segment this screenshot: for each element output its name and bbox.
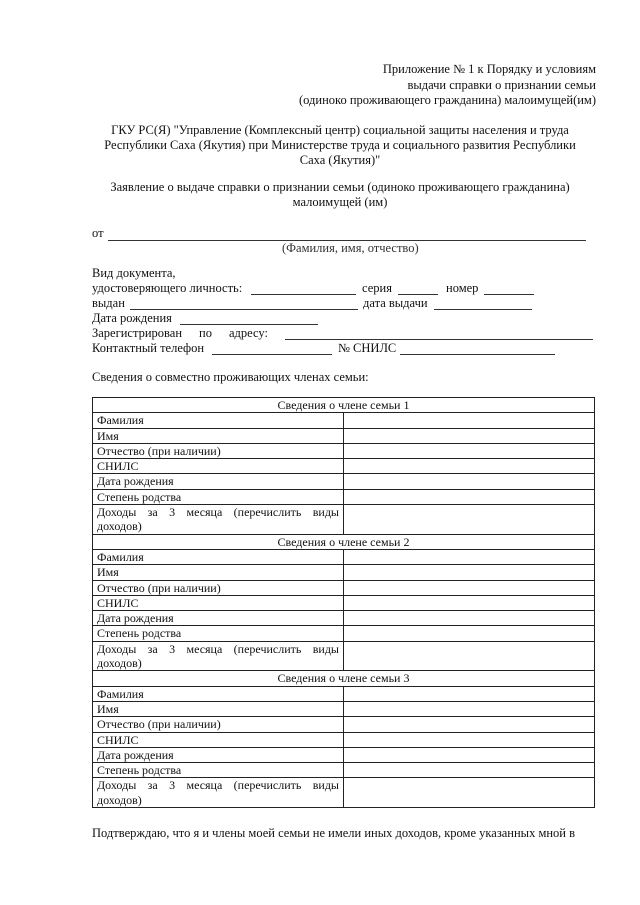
- family-members-table: [92, 397, 595, 808]
- field-label: Фамилия: [93, 686, 344, 701]
- table-row: [93, 747, 595, 762]
- table-row: [93, 580, 595, 595]
- table-row: [93, 732, 595, 747]
- table-row: [93, 763, 595, 778]
- table-row: [93, 565, 595, 580]
- field-value-cell[interactable]: [344, 717, 595, 732]
- issue-date-field[interactable]: [434, 309, 532, 310]
- birth-date-label: Дата рождения: [92, 311, 172, 325]
- member-header-row: [93, 671, 595, 686]
- field-label: СНИЛС: [93, 732, 344, 747]
- document-title: [80, 180, 600, 210]
- table-row: [93, 778, 595, 808]
- table-row: [93, 459, 595, 474]
- field-value-cell[interactable]: [344, 549, 595, 564]
- field-label: Имя: [93, 701, 344, 716]
- field-value-cell[interactable]: [344, 580, 595, 595]
- organization-name: [60, 123, 620, 168]
- field-value-cell[interactable]: [344, 732, 595, 747]
- member-header-row: [93, 398, 595, 413]
- appendix-line-2: выдачи справки о признании семьи: [407, 77, 596, 92]
- field-label: Доходы за 3 месяца (перечислить виды доходов): [93, 505, 344, 535]
- field-value-cell[interactable]: [344, 626, 595, 641]
- field-label: Отчество (при наличии): [93, 580, 344, 595]
- field-value-cell[interactable]: [344, 701, 595, 716]
- field-value-cell[interactable]: [344, 763, 595, 778]
- confirmation-text: Подтверждаю, что я и члены моей семьи не имели иных доходов, кроме указанных мной в: [92, 826, 576, 840]
- field-value-cell[interactable]: [344, 505, 595, 535]
- table-row: [93, 641, 595, 671]
- number-label: номер: [446, 281, 479, 295]
- table-row: [93, 413, 595, 428]
- field-label: Дата рождения: [93, 474, 344, 489]
- table-row: [93, 443, 595, 458]
- field-value-cell[interactable]: [344, 489, 595, 504]
- table-row: [93, 505, 595, 535]
- doc-type-label-1: Вид документа,: [92, 266, 176, 280]
- field-label: Степень родства: [93, 763, 344, 778]
- member-header: Сведения о члене семьи 2: [93, 534, 595, 549]
- registered-by-label: по: [199, 326, 212, 340]
- field-label: Степень родства: [93, 626, 344, 641]
- registered-address-label: адресу:: [229, 326, 268, 340]
- registered-label: Зарегистрирован: [92, 326, 183, 340]
- issued-by-label: выдан: [92, 296, 125, 310]
- field-label: Отчество (при наличии): [93, 717, 344, 732]
- table-row: [93, 701, 595, 716]
- field-label: Доходы за 3 месяца (перечислить виды доходов): [93, 778, 344, 808]
- field-label: Имя: [93, 565, 344, 580]
- organization-line-1: ГКУ РС(Я) "Управление (Комплексный центр) социальной защиты населения и труда: [111, 123, 569, 137]
- field-value-cell[interactable]: [344, 413, 595, 428]
- address-field[interactable]: [285, 339, 593, 340]
- field-value-cell[interactable]: [344, 443, 595, 458]
- field-value-cell[interactable]: [344, 611, 595, 626]
- organization-line-2: Республики Саха (Якутия) при Министерстве труда и социального развития Республики: [104, 138, 576, 152]
- field-value-cell[interactable]: [344, 778, 595, 808]
- field-label: Фамилия: [93, 413, 344, 428]
- table-row: [93, 474, 595, 489]
- issued-by-field[interactable]: [130, 309, 358, 310]
- snils-label: № СНИЛС: [338, 341, 397, 355]
- title-line-1: Заявление о выдаче справки о признании семьи (одиноко проживающего гражданина): [110, 180, 570, 194]
- field-value-cell[interactable]: [344, 595, 595, 610]
- member-header-row: [93, 534, 595, 549]
- birth-date-field[interactable]: [180, 324, 318, 325]
- doc-type-field[interactable]: [251, 294, 356, 295]
- field-value-cell[interactable]: [344, 428, 595, 443]
- appendix-note: [299, 62, 596, 109]
- field-label: Степень родства: [93, 489, 344, 504]
- field-value-cell[interactable]: [344, 686, 595, 701]
- appendix-line-3: (одиноко проживающего гражданина) малоимущей(им): [298, 93, 596, 107]
- table-row: [93, 626, 595, 641]
- field-value-cell[interactable]: [344, 459, 595, 474]
- field-label: Дата рождения: [93, 747, 344, 762]
- issue-date-label: дата выдачи: [363, 296, 428, 310]
- field-label: Доходы за 3 месяца (перечислить виды доходов): [93, 641, 344, 671]
- table-row: [93, 489, 595, 504]
- phone-label: Контактный телефон: [92, 341, 205, 355]
- organization-line-3: Саха (Якутия)": [299, 153, 381, 167]
- table-row: [93, 428, 595, 443]
- from-caption: (Фамилия, имя, отчество): [282, 241, 419, 255]
- field-label: Отчество (при наличии): [93, 443, 344, 458]
- field-value-cell[interactable]: [344, 747, 595, 762]
- table-row: [93, 595, 595, 610]
- table-row: [93, 717, 595, 732]
- field-value-cell[interactable]: [344, 641, 595, 671]
- snils-field[interactable]: [400, 354, 555, 355]
- title-line-2: малоимущей (им): [292, 195, 388, 209]
- field-value-cell[interactable]: [344, 565, 595, 580]
- table-row: [93, 611, 595, 626]
- number-field[interactable]: [484, 294, 534, 295]
- member-header: Сведения о члене семьи 3: [93, 671, 595, 686]
- series-label: серия: [362, 281, 392, 295]
- from-label: от: [92, 226, 104, 240]
- member-header: Сведения о члене семьи 1: [93, 398, 595, 413]
- phone-field[interactable]: [212, 354, 332, 355]
- family-members-heading: Сведения о совместно проживающих членах семьи:: [92, 370, 369, 384]
- field-value-cell[interactable]: [344, 474, 595, 489]
- field-label: Имя: [93, 428, 344, 443]
- field-label: Дата рождения: [93, 611, 344, 626]
- table-row: [93, 549, 595, 564]
- field-label: Фамилия: [93, 549, 344, 564]
- field-label: СНИЛС: [93, 459, 344, 474]
- table-row: [93, 686, 595, 701]
- field-label: СНИЛС: [93, 595, 344, 610]
- appendix-line-1: Приложение № 1 к Порядку и условиям: [382, 62, 596, 76]
- doc-type-label-2: удостоверяющего личность:: [92, 281, 243, 295]
- series-field[interactable]: [398, 294, 438, 295]
